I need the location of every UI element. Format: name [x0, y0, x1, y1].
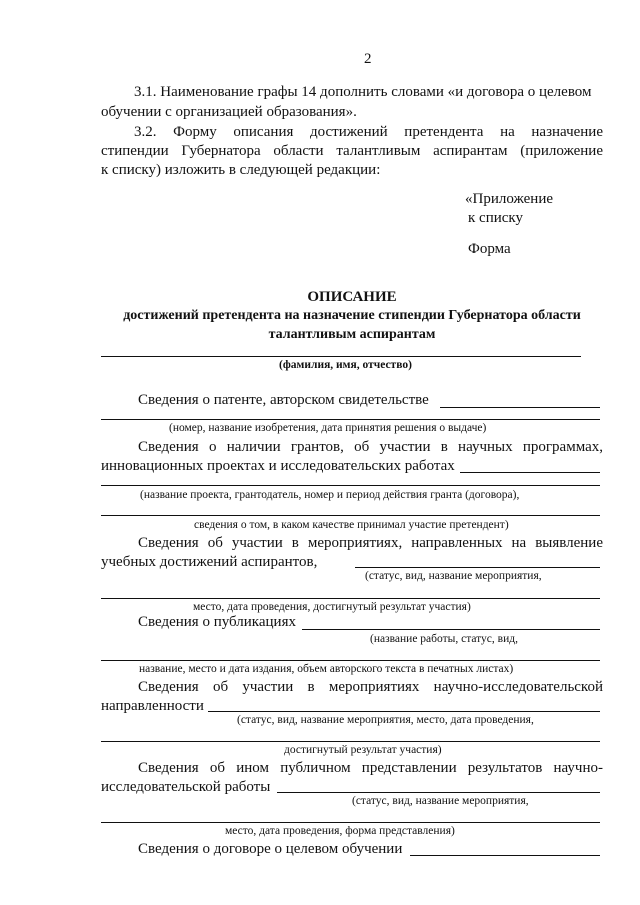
research-hint-2: достигнутый результат участия) [284, 744, 442, 756]
grants-line-1: Сведения о наличии грантов, об участии в научных программах, [138, 439, 603, 455]
events-field-line-2[interactable] [101, 598, 600, 599]
grants-line-2: инновационных проектах и исследовательских работах [101, 458, 455, 474]
grants-field-line-2[interactable] [101, 485, 600, 486]
paragraph-3-2-line-3: к списку) изложить в следующей редакции: [101, 162, 381, 178]
patent-field-line-2[interactable] [101, 419, 600, 420]
events-hint-2: место, дата проведения, достигнутый результат участия) [193, 601, 471, 613]
publications-field-line-2[interactable] [101, 660, 600, 661]
grants-field-line-3[interactable] [101, 515, 600, 516]
other-field-line-1[interactable] [277, 792, 600, 793]
paragraph-3-1-line-1: 3.1. Наименование графы 14 дополнить словами «и договора о целевом [134, 84, 592, 100]
form-subtitle-line-2: талантливым аспирантам [268, 327, 436, 342]
patent-hint: (номер, название изобретения, дата принятия решения о выдаче) [169, 422, 487, 434]
research-hint-1: (статус, вид, название мероприятия, место, дата проведения, [237, 714, 534, 726]
form-subtitle-line-1: достижений претендента на назначение стипендии Губернатора области [123, 308, 581, 323]
grants-hint-1: (название проекта, грантодатель, номер и период действия гранта (договора), [140, 489, 520, 501]
publications-label: Сведения о публикациях [138, 614, 296, 630]
publications-field-line-1[interactable] [302, 629, 600, 630]
other-field-line-2[interactable] [101, 822, 600, 823]
grants-field-line-1[interactable] [460, 472, 600, 473]
paragraph-3-1-line-2: обучении с организацией образования». [101, 104, 357, 120]
other-line-1: Сведения об ином публичном представлении результатов научно- [138, 760, 603, 776]
appendix-line-1: «Приложение [465, 191, 554, 207]
appendix-line-2: к списку [468, 210, 523, 226]
contract-label: Сведения о договоре о целевом обучении [138, 841, 403, 857]
page-number: 2 [364, 51, 372, 67]
paragraph-3-2-line-1: 3.2. Форму описания достижений претендента на назначение [134, 124, 603, 140]
research-line-2: направленности [101, 698, 204, 714]
research-field-line-2[interactable] [101, 741, 600, 742]
paragraph-3-2-line-2: стипендии Губернатора области талантливым аспирантам (приложение [101, 143, 603, 159]
other-hint-2: место, дата проведения, форма представления) [225, 825, 455, 837]
appendix-form-label: Форма [468, 241, 511, 257]
fio-hint: (фамилия, имя, отчество) [279, 359, 412, 371]
publications-hint-1: (название работы, статус, вид, [370, 633, 518, 645]
patent-field-line-1[interactable] [440, 407, 600, 408]
events-field-line-1[interactable] [355, 567, 600, 568]
events-hint-1: (статус, вид, название мероприятия, [365, 570, 542, 582]
patent-label: Сведения о патенте, авторском свидетельстве [138, 392, 429, 408]
fio-underline[interactable] [101, 356, 581, 357]
events-line-2: учебных достижений аспирантов, [101, 554, 318, 570]
contract-field-line[interactable] [410, 855, 600, 856]
events-line-1: Сведения об участии в мероприятиях, направленных на выявление [138, 535, 603, 551]
publications-hint-2: название, место и дата издания, объем авторского текста в печатных листах) [139, 663, 514, 675]
form-title: ОПИСАНИЕ [307, 289, 397, 305]
grants-hint-2: сведения о том, в каком качестве принимал участие претендент) [194, 519, 509, 531]
other-hint-1: (статус, вид, название мероприятия, [352, 795, 529, 807]
research-line-1: Сведения об участии в мероприятиях научно-исследовательской [138, 679, 603, 695]
research-field-line-1[interactable] [208, 711, 600, 712]
other-line-2: исследовательской работы [101, 779, 271, 795]
